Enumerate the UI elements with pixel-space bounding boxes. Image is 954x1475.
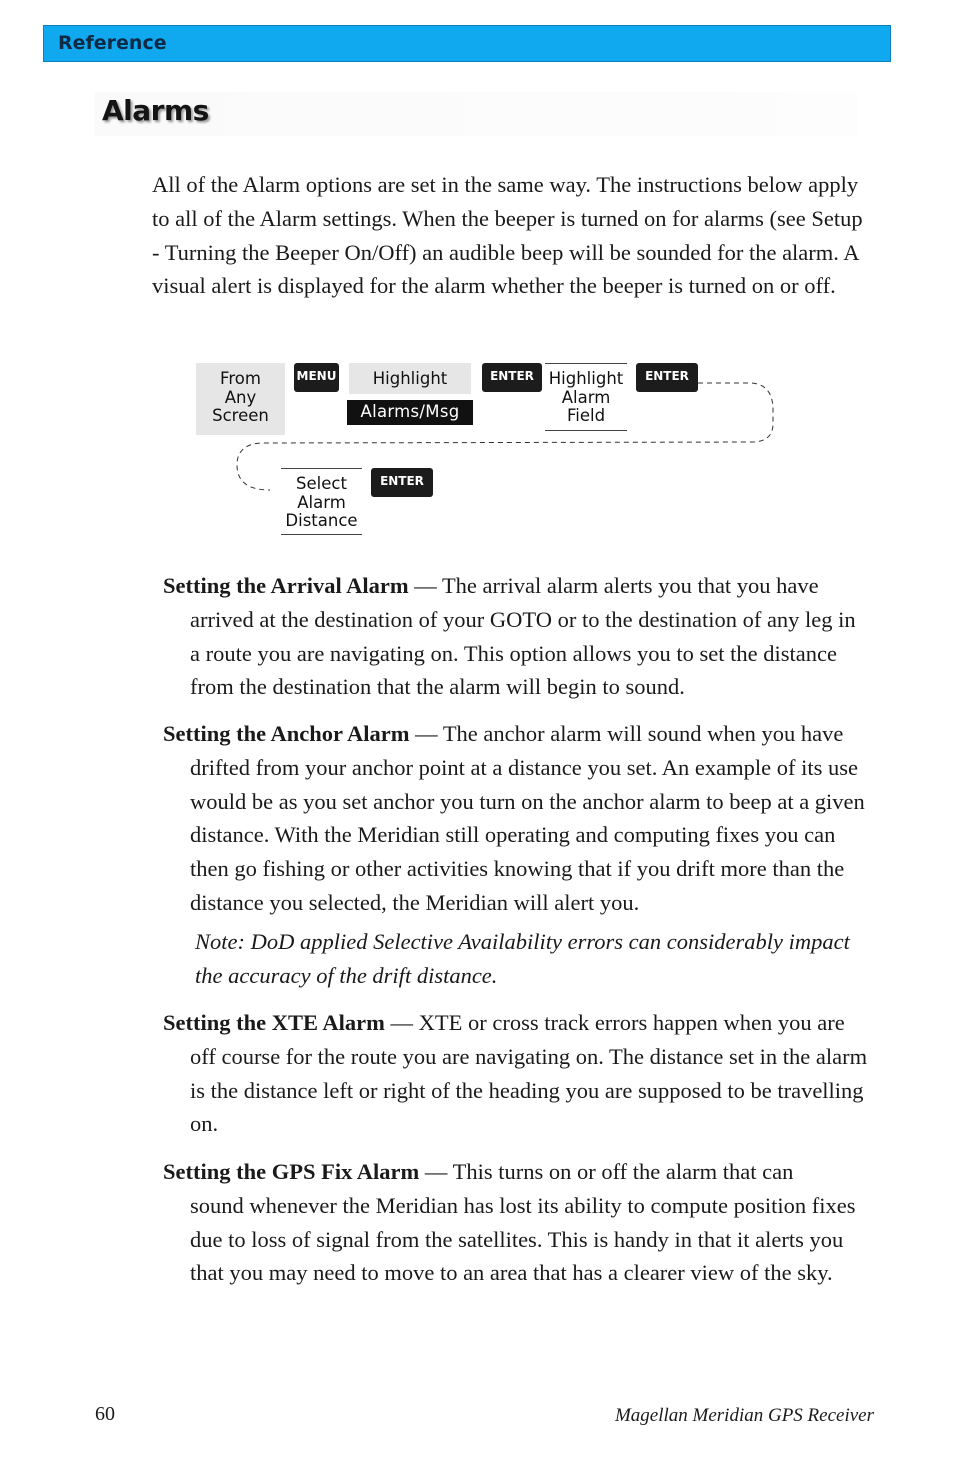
section-heading: Setting the GPS Fix Alarm [163,1159,420,1184]
enter-key[interactable]: ENTER [636,363,698,392]
step-from-any-screen: From Any Screen [196,363,285,435]
intro-paragraph: All of the Alarm options are set in the same way. The instructions below apply to all of the Alarm settings. When the beeper is turned on for alarms (see Setup - Turning the Beeper On/Off) an audible beep will be sounded for the alarm. A visual alert is displayed for the alarm whether the beeper is turned on or off. [152,172,863,299]
section-arrival-alarm: Setting the Arrival Alarm — The arrival alarm alerts you that you have arrived at the destination of your GOTO or to the destination of any leg in a route you are navigating on. This option allows you to set the distance from the destination that the alarm will begin to sound. [163,569,869,704]
menu-key[interactable]: MENU [294,363,339,392]
section-anchor-alarm: Setting the Anchor Alarm — The anchor alarm will sound when you have drifted from your anchor point at a distance you set. An example of its use would be as you set anchor you turn on the anchor alarm to beep at a given distance. With the Meridian still operating and computing fixes you can then go fishing or other activities knowing that if you drift more than the distance you selected, the Meridian will alert you. [163,717,869,920]
step-highlight-alarm-field: Highlight Alarm Field [545,363,627,431]
page-number: 60 [95,1403,115,1425]
enter-key[interactable]: ENTER [482,363,542,392]
section-body: sound whenever the Meridian has lost its ability to compute position fixes due to loss of signal from the satellites. This is handy in that it alerts you that you may need to move to an area that has a clearer view of the sky. [190,1192,856,1286]
section-body: drifted from your anchor point at a distance you set. An example of its use would be as you set anchor you turn on the anchor alarm to beep at a given distance. With the Meridian still operating and computing fixes you can then go fishing or other activities knowing that if you drift more than the distance you selected, the Meridian will alert you. [190,754,865,915]
section-heading: Setting the Anchor Alarm [163,721,410,746]
section-body: off course for the route you are navigating on. The distance set in the alarm is the distance left or right of the heading you are supposed to be travelling on. [190,1043,868,1137]
alarms-msg-label: Alarms/Msg [347,400,473,425]
step-select-alarm-distance: Select Alarm Distance [281,468,362,535]
enter-key[interactable]: ENTER [371,468,433,497]
section-gps-fix-alarm: Setting the GPS Fix Alarm — This turns on or off the alarm that can sound whenever the Meridian has lost its ability to compute position fixes due to loss of signal from the satellites. This is handy in that it alerts you that you may need to move to an area that has a clearer view of the sky. [163,1155,869,1290]
footer-manual-title: Magellan Meridian GPS Receiver [614,1405,874,1426]
drift-note: Note: DoD applied Selective Availability errors can considerably impact the accuracy of the drift distance. [195,929,850,988]
step-highlight: Highlight [349,363,471,394]
section-label: Reference [58,32,167,54]
section-body: arrived at the destination of your GOTO or to the destination of any leg in a route you are navigating on. This option allows you to set the distance from the destination that the alarm will begin to sound. [190,606,856,700]
page-title: Alarms [102,94,209,127]
section-xte-alarm: Setting the XTE Alarm — XTE or cross track errors happen when you are off course for the route you are navigating on. The distance set in the alarm is the distance left or right of the heading you are supposed to be travelling on. [163,1006,869,1141]
flow-connector-lines [0,0,954,560]
section-heading: Setting the XTE Alarm [163,1010,385,1035]
section-heading: Setting the Arrival Alarm [163,573,409,598]
